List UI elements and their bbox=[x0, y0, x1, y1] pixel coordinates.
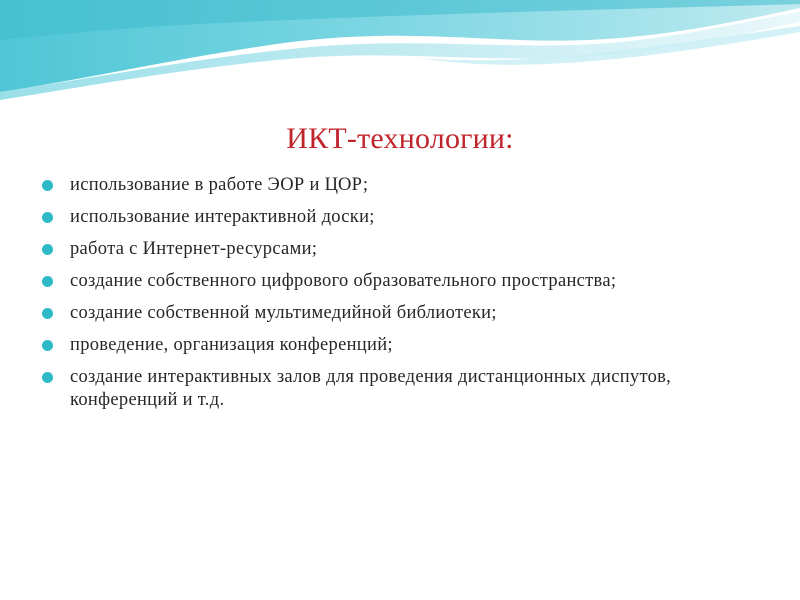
list-item bbox=[40, 174, 740, 197]
bullet-dot-icon bbox=[42, 340, 53, 351]
list-item-text: работа с Интернет-ресурсами; bbox=[70, 239, 318, 259]
list-item-text: использование интерактивной доски; bbox=[70, 207, 375, 227]
list-item bbox=[40, 238, 740, 261]
bullet-dot-icon bbox=[42, 244, 53, 255]
bullet-dot-icon bbox=[42, 180, 53, 191]
bullet-dot-icon bbox=[42, 372, 53, 383]
slide-title: ИКТ-технологии: bbox=[286, 122, 514, 155]
bullet-list bbox=[40, 174, 740, 421]
bullet-dot-icon bbox=[42, 308, 53, 319]
list-item-text: проведение, организация конференций; bbox=[70, 335, 393, 355]
list-item bbox=[40, 270, 740, 293]
wave-header-decoration bbox=[0, 0, 800, 100]
bullet-dot-icon bbox=[42, 276, 53, 287]
list-item bbox=[40, 206, 740, 229]
list-item-text: создание интерактивных залов для проведения дистанционных диспутов, конференций и т.д. bbox=[70, 367, 672, 410]
list-item bbox=[40, 366, 740, 412]
list-item-text: использование в работе ЭОР и ЦОР; bbox=[70, 175, 369, 195]
list-item bbox=[40, 302, 740, 325]
bullet-dot-icon bbox=[42, 212, 53, 223]
list-item-text: создание собственной мультимедийной библиотеки; bbox=[70, 303, 497, 323]
list-item-text: создание собственного цифрового образовательного пространства; bbox=[70, 271, 617, 291]
list-item bbox=[40, 334, 740, 357]
